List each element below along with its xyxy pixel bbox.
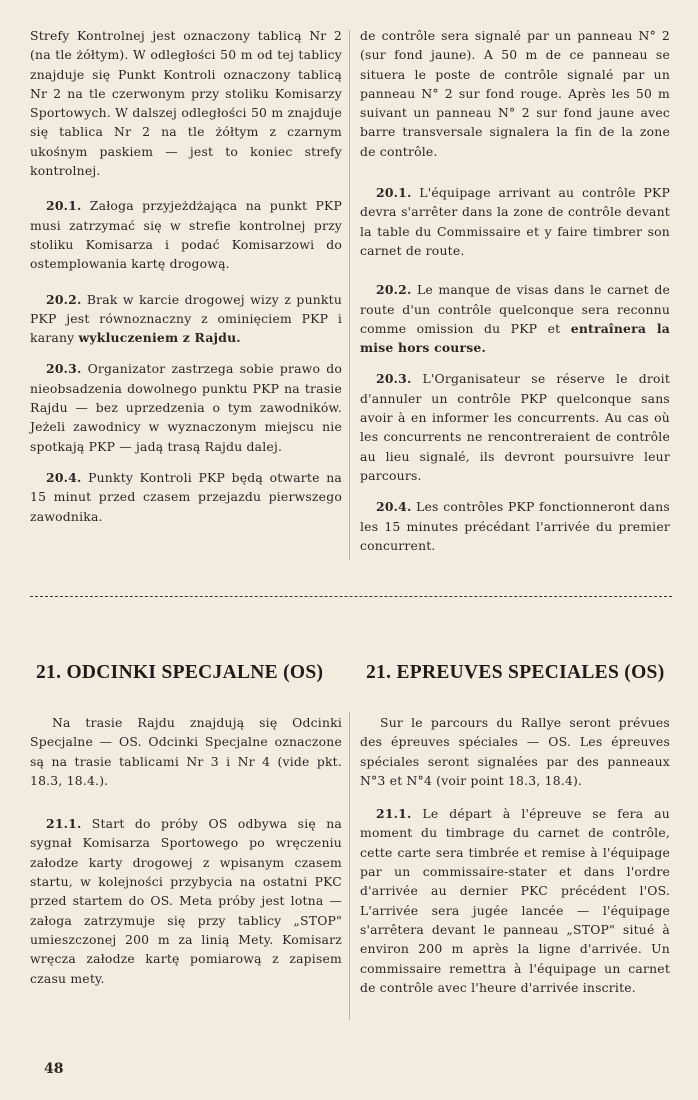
polish-column-top [30,26,342,526]
paragraph-text: Le manque de visas dans le carnet de route d'un contrôle quelconque sera reconnu comme omission du PKP et [360,282,670,336]
french-column-bottom [360,713,670,997]
section-heading-polish: 21. ODCINKI SPECJALNE (OS) [36,662,324,683]
paragraph-text: Les contrôles PKP fonctionneront dans les 15 minutes précédant l'arrivée du premier concurrent. [360,499,670,553]
paragraph-intro: Strefy Kontrolnej jest oznaczony tablicą Nr 2 (na tle żółtym). W odległości 50 m od tej tablicy znajduje się Punkt Kontroli oznaczony tablicą Nr 2 na tle czerwonym przy stoliku Komisarzy Sportowych. W dalszej odległości 50 m znajduje się tablica Nr 2 na tle żółtym z czarnym ukośnym paskiem — jest to koniec strefy kontrolnej. [30,28,342,179]
section-separator [30,596,672,597]
page-number: 48 [44,1061,64,1077]
paragraph-text: Brak w karcie drogowej wizy z punktu PKP jest równoznaczny z ominięciem PKP i karany [30,291,342,346]
paragraph-20-1 [30,196,342,273]
paragraph-number: 20.1. [376,185,412,201]
paragraph-20-4 [30,468,342,526]
paragraph-number: 21.1. [376,806,412,822]
paragraph-text: Organizator zastrzega sobie prawo do nieobsadzenia dowolnego punktu PKP na trasie Rajdu — bez uprzedzenia o tym zawodników. Jeżeli zawodnicy w wyznaczonym miejscu nie spotkają PKP — jadą trasą Rajdu dalej. [30,361,342,454]
section-heading-french: 21. EPREUVES SPECIALES (OS) [366,662,665,683]
paragraph-number: 20.4. [46,469,82,485]
column-divider [349,30,350,560]
paragraph-text: Załoga przyjeżdżająca na punkt PKP musi zatrzymać się w strefie kontrolnej przy stoliku Komisarza i podać Komisarzowi do ostemplowania kartę drogową. [30,198,342,272]
paragraph-number: 21.1. [46,816,82,832]
paragraph-text: Punkty Kontroli PKP będą otwarte na 15 minut przed czasem przejazdu pierwszego zawodnika. [30,469,342,524]
paragraph-20-3 [30,359,342,455]
paragraph-intro: Na trasie Rajdu znajdują się Odcinki Specjalne — OS. Odcinki Specjalne oznaczone są na trasie tablicami Nr 3 i Nr 4 (vide pkt. 18.3, 18.4.). [30,715,342,788]
paragraph-20-2 [360,280,670,357]
paragraph-number: 20.2. [46,291,82,307]
paragraph-number: 20.3. [376,371,412,387]
paragraph-text: L'Organisateur se réserve le droit d'annuler un contrôle PKP quelconque sans avoir à en informer les concurrents. Au cas où les concurrents ne rencontreraient de contrôle au lieu signalé, ils devront poursuivre leur parcours. [360,371,670,483]
paragraph-21-1 [360,804,670,997]
paragraph-intro: Sur le parcours du Rallye seront prévues des épreuves spéciales — OS. Les épreuves spéciales seront signalées par des panneaux N°3 et N°4 (voir point 18.3, 18.4). [360,715,670,788]
paragraph-emphasis: entraînera la mise hors course. [360,320,671,356]
paragraph-21-1 [30,814,342,988]
paragraph-intro: de contrôle sera signalé par un panneau N° 2 (sur fond jaune). A 50 m de ce panneau se situera le poste de contrôle signalé par un panneau N° 2 sur fond rouge. Après les 50 m suivant un panneau N° 2 sur fond jaune avec barre transversale signalera la fin de la zone de contrôle. [360,28,670,159]
paragraph-number: 20.4. [376,499,412,515]
paragraph-text: Le départ à l'épreuve se fera au moment du timbrage du carnet de contrôle, cette carte sera timbrée et remise à l'équipage par un commissaire-stater et dans l'ordre d'arrivée au dernier PKC précédent l'OS. L'arrivée sera jugée lancée — l'équipage s'arrêtera devant le panneau „STOP" situé à environ 200 m après la ligne d'arrivée. Un commissaire remettra à l'équipage un carnet de contrôle avec l'heure d'arrivée inscrite. [360,806,670,995]
paragraph-text: L'équipage arrivant au contrôle PKP devra s'arrêter dans la zone de contrôle devant la table du Commissaire et y faire timbrer son carnet de route. [360,185,670,258]
paragraph-20-1 [360,183,670,260]
paragraph-emphasis: wykluczeniem z Rajdu. [78,330,241,346]
paragraph-20-3 [360,369,670,485]
paragraph-text: Start do próby OS odbywa się na sygnał Komisarza Sportowego po wręczeniu załodze karty drogowej z wpisanym czasem startu, w kolejności przybycia na ostatni PKC przed startem do OS. Meta próby jest lotna — załoga zatrzymuje się przy tablicy „STOP" umieszczonej 200 m za linią Mety. Komisarz wręcza załodze kartę pomiarową z zapisem czasu mety. [30,816,342,986]
paragraph-number: 20.2. [376,282,412,298]
paragraph-20-2 [30,290,342,348]
paragraph-number: 20.3. [46,361,82,377]
french-column-top [360,26,670,555]
paragraph-number: 20.1. [46,198,82,214]
polish-column-bottom [30,713,342,988]
paragraph-20-4 [360,497,670,555]
column-divider-lower [349,712,350,1020]
